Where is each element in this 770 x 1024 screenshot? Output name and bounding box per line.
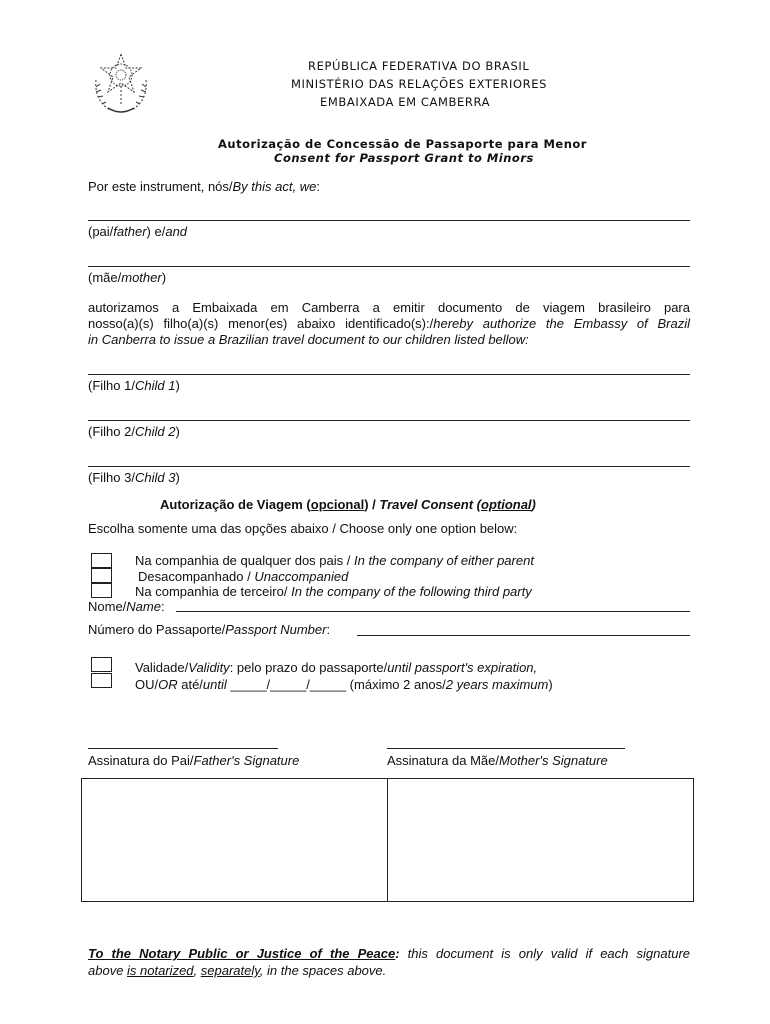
- mother-notary-box[interactable]: [387, 778, 694, 902]
- option-third-party-label: Na companhia de terceiro/ In the company of the following third party: [135, 584, 532, 599]
- mother-name-line[interactable]: [88, 266, 690, 267]
- coat-of-arms-seal: [88, 50, 154, 118]
- header-ministry: MINISTÉRIO DAS RELAÇÕES EXTERIORES: [291, 77, 547, 91]
- validity-until-checkbox[interactable]: [91, 673, 112, 688]
- child-3-line[interactable]: [88, 466, 690, 467]
- validity-line-2: OU/OR até/until _____/_____/_____ (máximo 2 anos/2 years maximum): [135, 677, 553, 692]
- child-1-label: (Filho 1/Child 1): [88, 378, 180, 393]
- father-label: (pai/father) e/and: [88, 224, 188, 239]
- mother-signature-line[interactable]: [387, 748, 625, 749]
- child-2-line[interactable]: [88, 420, 690, 421]
- choose-instruction: Escolha somente uma das opções abaixo / Choose only one option below:: [88, 521, 518, 536]
- option-third-party-checkbox[interactable]: [91, 583, 112, 598]
- authorize-line-1: autorizamos a Embaixada em Camberra a emitir documento de viagem brasileiro para: [88, 300, 690, 315]
- header-republic: REPÚBLICA FEDERATIVA DO BRASIL: [308, 59, 530, 73]
- father-notary-box[interactable]: [81, 778, 388, 902]
- option-parent-label: Na companhia de qualquer dos pais / In the company of either parent: [135, 553, 534, 568]
- child-3-label: (Filho 3/Child 3): [88, 470, 180, 485]
- authorize-line-2: nosso(a)(s) filho(a)(s) menor(es) abaixo identificado(s):/hereby authorize the Embassy of Brazil: [88, 316, 690, 331]
- authorize-line-3: in Canberra to issue a Brazilian travel document to our children listed bellow:: [88, 332, 529, 347]
- intro-text: Por este instrument, nós/By this act, we:: [88, 179, 320, 194]
- passport-number-line[interactable]: [357, 635, 690, 636]
- travel-consent-heading: Autorização de Viagem (opcional) / Travel Consent (optional): [160, 497, 536, 512]
- mother-signature-label: Assinatura da Mãe/Mother's Signature: [387, 753, 608, 768]
- father-name-line[interactable]: [88, 220, 690, 221]
- child-2-label: (Filho 2/Child 2): [88, 424, 180, 439]
- option-unaccompanied-checkbox[interactable]: [91, 568, 112, 583]
- notary-note-line-1: To the Notary Public or Justice of the Peace: this document is only valid if each signature: [88, 946, 690, 961]
- title-en: Consent for Passport Grant to Minors: [274, 151, 534, 165]
- child-1-line[interactable]: [88, 374, 690, 375]
- father-signature-line[interactable]: [88, 748, 278, 749]
- third-party-name-label: Nome/Name:: [88, 599, 165, 614]
- option-unaccompanied-label: Desacompanhado / Unaccompanied: [138, 569, 349, 584]
- passport-number-label: Número do Passaporte/Passport Number:: [88, 622, 331, 637]
- third-party-name-line[interactable]: [176, 611, 690, 612]
- validity-passport-checkbox[interactable]: [91, 657, 112, 672]
- option-parent-checkbox[interactable]: [91, 553, 112, 568]
- validity-line-1: Validade/Validity: pelo prazo do passaporte/until passport's expiration,: [135, 660, 538, 675]
- header-embassy: EMBAIXADA EM CAMBERRA: [320, 95, 491, 109]
- father-signature-label: Assinatura do Pai/Father's Signature: [88, 753, 300, 768]
- mother-label: (mãe/mother): [88, 270, 167, 285]
- notary-note-line-2: above is notarized, separately, in the spaces above.: [88, 963, 387, 978]
- title-pt: Autorização de Concessão de Passaporte para Menor: [218, 137, 587, 151]
